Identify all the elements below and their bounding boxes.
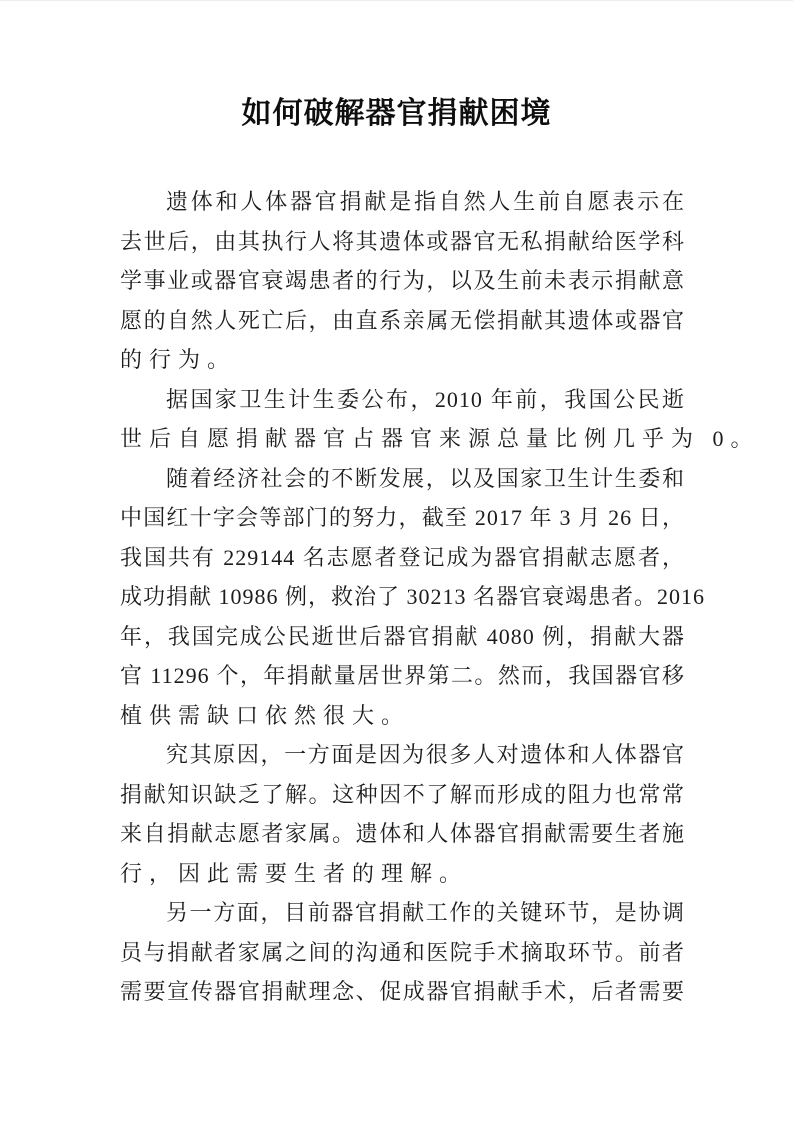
paragraph [120,380,760,459]
text-line: 愿的自然人死亡后，由直系亲属无偿捐献其遗体或器官 [120,307,685,333]
text-line: 植供需缺口依然很大。 [120,702,411,728]
paragraph [120,893,685,1012]
paragraph [120,459,706,736]
paragraph [120,182,685,380]
text-line: 我国共有 229144 名志愿者登记成为器官捐献志愿者， [120,544,685,570]
text-line: 随着经济社会的不断发展，以及国家卫生计生委和 [166,465,685,491]
text-line: 成功捐献 10986 例，救治了 30213 名器官衰竭患者。2016 [120,584,706,609]
text-line: 员与捐献者家属之间的沟通和医院手术摘取环节。前者 [120,939,685,965]
text-line: 去世后，由其执行人将其遗体或器官无私捐献给医学科 [120,228,685,254]
text-line: 官 11296 个，年捐献量居世界第二。然而，我国器官移 [120,663,685,688]
text-line: 学事业或器官衰竭患者的行为，以及生前未表示捐献意 [120,268,685,293]
text-line: 中国红十字会等部门的努力，截至 2017 年 3 月 26 日， [120,505,685,530]
text-line: 另一方面，目前器官捐献工作的关键环节，是协调 [166,900,685,925]
document-title: 如何破解器官捐献困境 [241,97,552,130]
text-line: 行，因此需要生者的理解。 [120,860,469,886]
text-line: 遗体和人体器官捐献是指自然人生前自愿表示在 [166,189,685,214]
text-line: 需要宣传器官捐献理念、促成器官捐献手术，后者需要 [120,979,685,1004]
text-line: 的行为。 [120,347,237,372]
document-body [120,182,760,1012]
text-line: 究其原因，一方面是因为很多人对遗体和人体器官 [166,742,685,767]
text-line: 世后自愿捐献器官占器官来源总量比例几乎为 0。 [120,426,760,451]
paragraph [120,735,685,893]
text-line: 捐献知识缺乏了解。这种因不了解而形成的阻力也常常 [120,781,685,807]
text-line: 年，我国完成公民逝世后器官捐献 4080 例，捐献大器 [120,623,685,649]
text-line: 据国家卫生计生委公布，2010 年前，我国公民逝 [166,386,685,412]
text-line: 来自捐献志愿者家属。遗体和人体器官捐献需要生者施 [120,821,685,846]
